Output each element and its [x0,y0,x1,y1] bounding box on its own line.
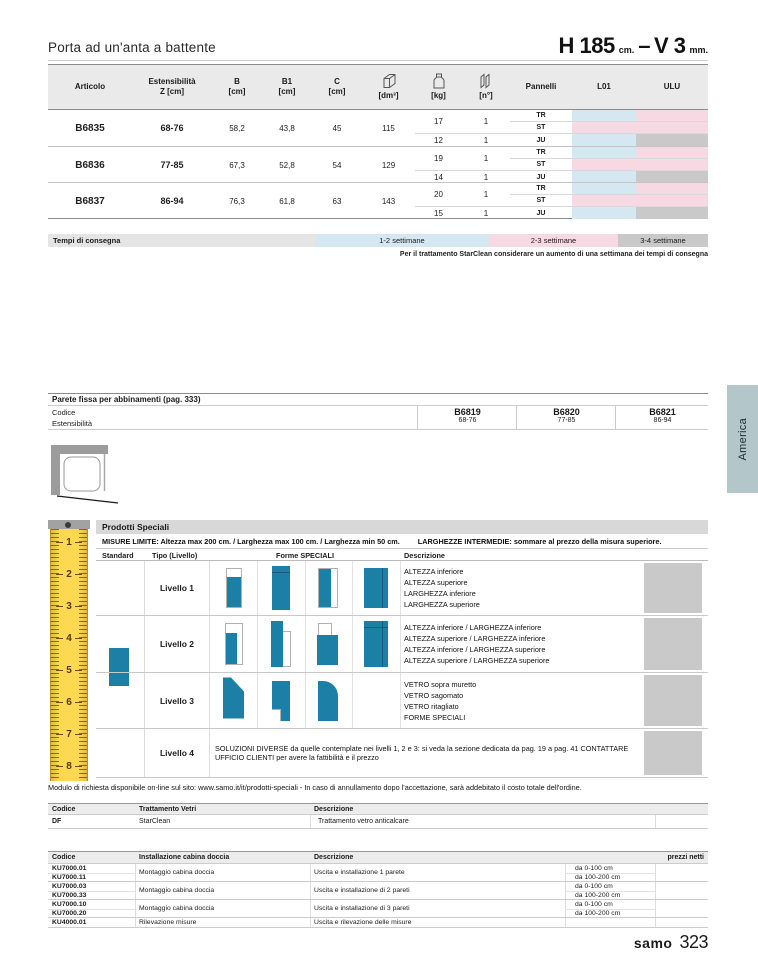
ruler-number: 5 [51,665,87,676]
height-value: H 185 [558,33,615,58]
l01-cell [572,110,636,121]
ruler-cap [48,520,90,529]
modulo-richiesta-note: Modulo di richiesta disponibile on-line sul sito: www.samo.it/it/prodotti-speciali - In caso di annullamento dopo l'accettazione, sarà addebitato il costo totale dell'ordine. [48,783,582,792]
c-value: 45 [332,123,342,133]
tab-america [727,385,758,493]
panel-label: ST [536,161,546,168]
install-type: Montaggio cabina doccia [139,887,215,894]
installazione-table-header [48,851,708,864]
col-descrizione: Descrizione [404,551,445,560]
livello-label: Livello 1 [144,561,210,615]
install-group-3 [48,900,708,918]
panel-label: ST [536,124,546,131]
installazione-table [48,851,708,928]
panel-label: TR [536,149,546,156]
brand-logo: samo [633,935,673,951]
livello-2-row [96,616,708,673]
ruler-ticks-left [51,529,59,781]
install-type: Montaggio cabina doccia [139,869,215,876]
parete-codice: B6820 [553,407,580,417]
alt-sup-larg-inf-icon [271,621,291,667]
panel-row-st [510,159,708,171]
weight-value: 20 [415,183,462,207]
table-row-group-b6835 [48,110,708,146]
articolo-value: B6836 [75,159,105,171]
col-l01: L01 [597,82,611,91]
panel-row-st [510,122,708,134]
b1-value: 61,8 [279,196,295,206]
panel-row-ju [510,207,708,219]
height-unit: cm. [618,45,635,55]
livello-4-text: SOLUZIONI DIVERSE da quelle contemplate nei livelli 1, 2 e 3: si veda la sezione dedicata da pag. 19 a pag. 41 CONTATTARE UFFICIO CLIENTI per avere la fattibilità e il prezzo [215,744,629,762]
col-b-label: B [234,77,240,86]
ulu-cell [636,110,708,121]
col-weight-unit: [kg] [431,91,446,100]
livello-descrizione: ALTEZZA inferiore / LARGHEZZA inferiore ALTEZZA superiore / LARGHEZZA inferiore ALTEZZA inferiore / LARGHEZZA superiore ALTEZZA superiore / LARGHEZZA superiore [404,623,550,665]
livello-4-row [96,729,708,778]
h-installazione: Installazione cabina doccia [139,854,230,861]
estensibilita-value: 68-76 [160,123,184,133]
ruler-number: 8 [51,761,87,772]
b-value: 67,3 [229,160,245,170]
estensibilita-value: 86-94 [160,196,184,206]
alt-inf-larg-inf-icon [225,623,243,665]
ulu-cell [636,122,708,133]
install-type: Rilevazione misure [139,919,197,926]
ulu-cell [636,147,708,158]
weight-value: 14 [434,172,443,182]
livello-label: Livello 3 [144,673,210,728]
panel-row-tr [510,147,708,159]
product-table-body [48,110,708,219]
page-footer [634,932,708,953]
col-estensibilita-line2: Z [cm] [160,87,184,96]
install-descrizione: Uscita e installazione 1 parete [314,869,405,876]
col-estensibilita-line1: Estensibilità [148,77,196,86]
ruler-number: 1 [51,537,87,548]
install-descrizione: Uscita e rilevazione delle misure [314,919,412,926]
livello-label: Livello 4 [144,729,210,777]
livello-descrizione: VETRO sopra muretto VETRO sagomato VETRO ritagliato FORME SPECIALI [404,679,477,722]
c-value: 54 [332,160,342,170]
col-forme-speciali: Forme SPECIALI [276,551,334,560]
articolo-value: B6835 [75,122,105,134]
panel-label: JU [536,209,546,217]
col-c-unit: [cm] [328,87,346,96]
vetro-ritagliato-icon [318,681,338,721]
altezza-superiore-icon [272,566,290,610]
panels-count-value: 1 [483,172,489,182]
col-c [312,65,362,109]
weight-value: 12 [434,135,443,145]
col-standard: Standard [102,551,134,560]
install-code: KU7000.11 [52,874,87,881]
l01-cell [572,207,636,219]
tab-america-label: America [736,417,749,461]
col-estensibilita [132,65,212,109]
col-b1-unit: [cm] [278,87,296,96]
ulu-cell [636,159,708,170]
parete-fissa-table [48,393,708,430]
ulu-cell [636,195,708,206]
install-range: da 0-100 cm [575,901,613,908]
delivery-legend-2-3: 2-3 settimane [489,234,618,247]
ruler-number: 7 [51,729,87,740]
install-descrizione: Uscita e installazione di 2 pareti [314,887,410,894]
col-c-label: C [334,77,340,86]
product-table [48,64,708,219]
panel-label: JU [536,136,546,144]
b-value: 76,3 [229,196,245,206]
prodotti-speciali-header: Prodotti Speciali [96,520,708,534]
trattamento-descrizione: Trattamento vetro anticalcare [318,818,409,825]
col-panels-count [462,65,510,109]
price-placeholder [644,675,702,726]
col-pannelli: Pannelli [525,82,557,91]
misure-limite-row [96,534,708,548]
col-b [212,65,262,109]
install-code: KU7000.20 [52,910,87,917]
ruler-number: 6 [51,697,87,708]
ruler-ticks-right [79,529,87,781]
b-value: 58,2 [229,123,245,133]
trattamento-row [48,815,708,829]
col-b-unit: [cm] [228,87,246,96]
h-trattamento-vetri: Trattamento Vetri [139,806,197,813]
header-divider [48,60,708,61]
trattamento-starclean: StarClean [139,818,171,825]
table-row-group-b6837 [48,182,708,219]
misure-limite-text: MISURE LIMITE: Altezza max 200 cm. / Larghezza max 100 cm. / Larghezza min 50 cm. [102,536,400,546]
install-code: KU7000.10 [52,901,87,908]
h-codice: Codice [52,854,76,861]
volume-value: 143 [381,196,396,206]
install-code: KU7000.01 [52,865,87,872]
estensibilita-label: Estensibilità [52,419,93,428]
larghezza-inferiore-icon [318,568,338,608]
panels-count-value: 1 [462,183,510,207]
parete-estensibilita: 68-76 [458,417,477,424]
vetro-sagomato-icon [272,681,290,721]
panels-count-value: 1 [462,147,510,171]
l01-cell [572,183,636,194]
install-range: da 0-100 cm [575,865,613,872]
h-descrizione: Descrizione [314,854,354,861]
livello-descrizione: ALTEZZA inferiore ALTEZZA superiore LARGHEZZA inferiore LARGHEZZA superiore [404,567,480,609]
install-range: da 100-200 cm [575,892,621,899]
livello-1-row [96,561,708,616]
install-code: KU7000.33 [52,892,87,899]
door-swing-line [57,496,118,503]
col-tipo-livello: Tipo (Livello) [152,551,198,560]
alt-inf-larg-sup-icon [317,623,339,665]
price-placeholder [644,563,702,613]
parete-fissa-body [48,406,708,430]
prodotti-speciali-column-headers [96,548,708,561]
larghezza-superiore-icon [364,568,388,608]
delivery-times-bar [48,234,708,247]
col-volume [362,65,415,109]
parete-col-b6821 [615,406,709,429]
ulu-cell [636,207,708,219]
ruler-tape [50,529,88,781]
install-range: da 100-200 cm [575,874,621,881]
delivery-label: Tempi di consegna [48,234,315,247]
parete-col-b6819 [417,406,517,429]
estensibilita-value: 77-85 [160,160,184,170]
l01-cell [572,122,636,133]
parete-col-b6820 [516,406,616,429]
l01-cell [572,195,636,206]
col-panels-unit: [n°] [479,91,493,100]
codice-df: DF [52,818,62,825]
shower-top-view-diagram [45,441,125,505]
panel-label: ST [536,197,546,204]
panel-label: JU [536,173,546,181]
panel-label: TR [536,185,546,192]
thickness-unit: mm. [689,45,708,55]
b1-value: 52,8 [279,160,295,170]
install-group-4 [48,918,708,927]
panel-row-tr [510,183,708,195]
vetro-sopra-muretto-icon [223,677,245,724]
parete-codice: B6819 [454,407,481,417]
ruler-number: 2 [51,569,87,580]
ruler-rivet-icon [65,522,71,528]
wall-left [51,445,60,495]
codice-label: Codice [52,408,76,417]
panels-count-value: 1 [462,110,510,134]
weight-value: 15 [434,208,443,218]
panel-row-ju [510,134,708,146]
col-volume-unit: [dm³] [378,91,399,100]
install-type: Montaggio cabina doccia [139,905,215,912]
panels-count-value: 1 [483,135,489,145]
c-value: 63 [332,196,342,206]
ulu-cell [636,134,708,146]
altezza-inferiore-icon [226,568,242,608]
panel-label: TR [536,112,546,119]
col-b1-label: B1 [281,77,293,86]
volume-value: 129 [381,160,396,170]
price-placeholder [644,731,702,775]
install-group-2 [48,882,708,900]
parete-fissa-title: Parete fissa per abbinamenti (pag. 333) [48,393,708,406]
ruler-number: 4 [51,633,87,644]
thickness-value: V 3 [653,33,686,58]
price-placeholder [644,618,702,670]
dimension-separator: – [638,33,650,58]
install-descrizione: Uscita e installazione di 3 pareti [314,905,410,912]
product-table-header [48,64,708,110]
col-weight [415,65,462,109]
install-code: KU7000.03 [52,883,87,890]
page-number: 323 [679,932,708,952]
parete-estensibilita: 77-85 [557,417,576,424]
col-ulu: ULU [663,82,681,91]
panel-row-st [510,195,708,207]
livello-3-row [96,673,708,729]
weight-icon [432,73,446,89]
installazione-table-body [48,864,708,928]
starclean-delivery-note: Per il trattamento StarClean considerare un aumento di una settimana dei tempi di consegna [399,251,708,258]
install-range: da 100-200 cm [575,910,621,917]
ulu-cell [636,183,708,194]
install-range: da 0-100 cm [575,883,613,890]
trattamento-table-header [48,803,708,815]
shower-tray [64,457,100,491]
weight-value: 19 [415,147,462,171]
install-code: KU4000.01 [52,919,87,926]
h-prezzi-netti: prezzi netti [667,854,704,861]
panels-icon [478,73,494,89]
weight-value: 17 [415,110,462,134]
panel-row-tr [510,110,708,122]
page-title: Porta ad un'anta a battente [48,40,216,55]
install-group-1 [48,864,708,882]
delivery-legend-3-4: 3-4 settimane [618,234,708,247]
box-icon [381,73,397,89]
articolo-value: B6837 [75,195,105,207]
col-articolo: Articolo [74,82,106,91]
volume-value: 115 [382,123,395,133]
ruler-number: 3 [51,601,87,612]
l01-cell [572,159,636,170]
alt-sup-larg-sup-icon [364,621,388,667]
h-descrizione: Descrizione [314,806,354,813]
table-row-group-b6836 [48,146,708,183]
panels-count-value: 1 [483,208,489,218]
livello-label: Livello 2 [144,616,210,672]
h-codice: Codice [52,806,76,813]
trattamento-vetri-table [48,803,708,829]
b1-value: 43,8 [279,123,295,133]
l01-cell [572,147,636,158]
l01-cell [572,134,636,146]
parete-estensibilita: 86-94 [653,417,672,424]
col-b1 [262,65,312,109]
dimensions-label [558,33,708,59]
measuring-tape-ruler [50,520,88,781]
delivery-legend-1-2: 1-2 settimane [315,234,489,247]
parete-codice: B6821 [649,407,676,417]
larghezze-intermedie-text: LARGHEZZE INTERMEDIE: sommare al prezzo della misura superiore. [417,536,662,546]
